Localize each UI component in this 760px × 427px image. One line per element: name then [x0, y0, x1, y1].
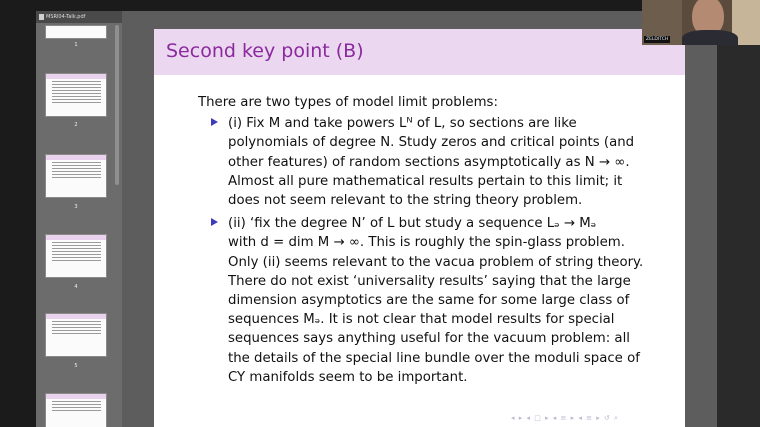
- page-number-4: 4: [74, 284, 78, 290]
- webcam-video: [642, 0, 760, 45]
- speaker-shirt: [682, 30, 738, 45]
- triangle-bullet-icon: [211, 118, 218, 126]
- bullet-2-line: the details of the special line bundle over the moduli space of: [228, 350, 640, 366]
- page-thumbnail-4[interactable]: [45, 234, 107, 278]
- page-thumbnail-2[interactable]: [45, 73, 107, 117]
- bullet-1-line: Almost all pure mathematical results pertain to this limit; it: [228, 173, 623, 189]
- slide-body: [198, 93, 678, 387]
- beamer-navigation-icons[interactable]: ◂ ▸ ◂ □ ▸ ◂ ≡ ▸ ◂ ≡ ▸ ↺ ⌕: [511, 414, 619, 422]
- page-thumbnail-3[interactable]: [45, 154, 107, 198]
- bullet-1-line: does not seem relevant to the string theory problem.: [228, 193, 583, 209]
- sidebar-scrollbar[interactable]: [115, 25, 119, 185]
- page-number-3: 3: [74, 204, 78, 210]
- page-thumbnail-5[interactable]: [45, 313, 107, 357]
- bullet-item-1: [198, 114, 678, 210]
- bullet-2-line: Only (ii) seems relevant to the vacua problem of string theory.: [228, 254, 644, 270]
- bullet-1-line: polynomials of degree N. Study zeros and critical points (and: [228, 135, 635, 151]
- file-name: MSRI04-Talk.pdf: [46, 14, 86, 20]
- intro-text: There are two types of model limit problems:: [198, 95, 498, 110]
- bullet-1-line: (i) Fix M and take powers Lᴺ of L, so sections are like: [228, 116, 577, 132]
- page-number-5: 5: [74, 363, 78, 369]
- page-thumbnail-6[interactable]: [45, 393, 107, 427]
- page-number-1: 1: [74, 42, 78, 48]
- participant-name-tag: ZELDITCH: [646, 37, 669, 42]
- bullet-2-line: dimension asymptotics are the same for some large class of: [228, 293, 630, 309]
- triangle-bullet-icon: [211, 218, 218, 226]
- slide-title: Second key point (B): [166, 40, 364, 62]
- slide-header: [154, 29, 685, 75]
- page-thumbnail-1[interactable]: [45, 25, 107, 39]
- bullet-item-2: [198, 214, 678, 387]
- slide-page: [154, 29, 685, 427]
- bullet-2-line: There do not exist ‘universality results’ saying that the large: [228, 273, 631, 289]
- thumbnail-sidebar[interactable]: [36, 11, 122, 427]
- bullet-1-line: other features) of random sections asymptotically as N → ∞.: [228, 154, 630, 170]
- pdf-file-icon: [39, 14, 44, 20]
- viewer-right-margin: [717, 11, 760, 427]
- bullet-2-line: sequences Mₔ. It is not clear that model results for special: [228, 312, 615, 328]
- bullet-2-line: with d = dim M → ∞. This is roughly the spin-glass problem.: [228, 235, 625, 251]
- bullet-2-line: sequences says anything useful for the vacuum problem: all: [228, 331, 630, 347]
- bullet-2-line: (ii) ‘fix the degree N’ of L but study a sequence Lₔ → Mₔ: [228, 216, 597, 232]
- bullet-2-line: CY manifolds seem to be important.: [228, 369, 468, 385]
- sidebar-title-bar: [36, 11, 122, 23]
- page-number-2: 2: [74, 122, 78, 128]
